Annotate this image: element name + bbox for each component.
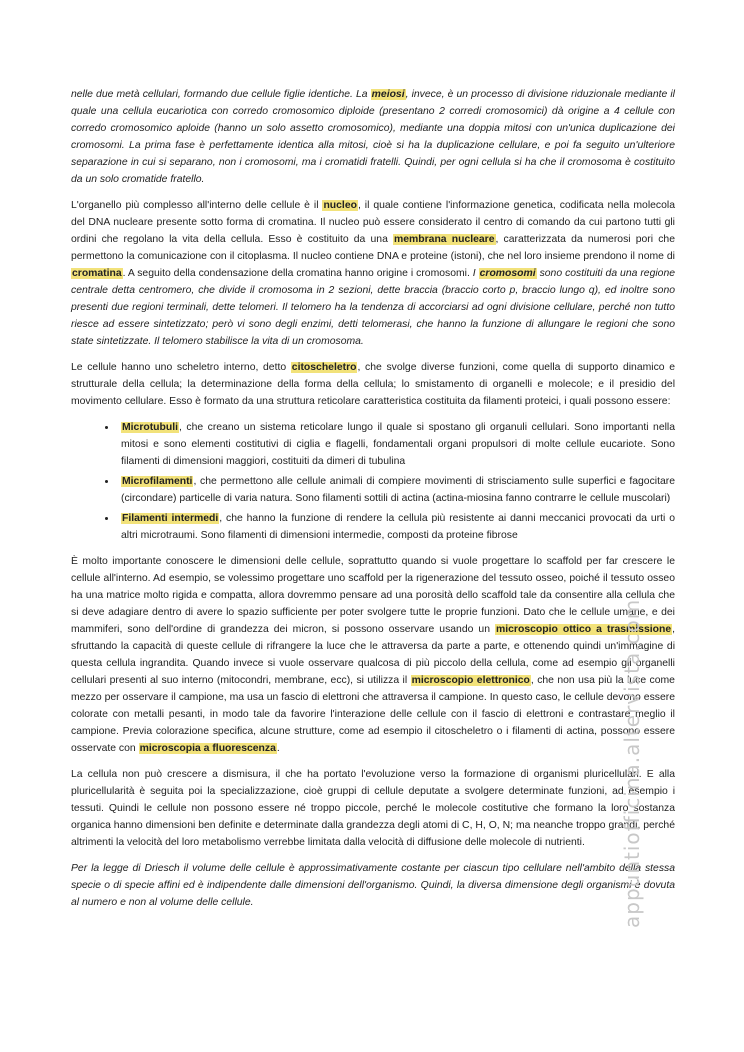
highlight-microscopia-fluorescenza: microscopia a fluorescenza	[139, 743, 276, 754]
paragraph-meiosi	[71, 86, 675, 188]
text-run: I	[472, 268, 479, 279]
highlight-microtubuli: Microtubuli	[122, 422, 178, 433]
highlight-microscopio-ottico: microscopio ottico a trasmissione	[496, 624, 672, 635]
highlight-meiosi: meiosi	[371, 89, 405, 100]
text-run: , che hanno la funzione di rendere la cellula più resistente ai danni meccanici provocati da urti o altri microtraumi. Sono filamenti di dimensioni intermedie, composti da proteine fibrose	[121, 513, 675, 541]
text-run: .	[276, 743, 280, 754]
highlight-microfilamenti: Microfilamenti	[122, 476, 193, 487]
text-run: sono costituiti da una regione centrale detta centromero, che divide il cromosoma in 2 sezioni, dette braccia (braccio corto p, braccio lungo q), ed inoltre sono presenti due regioni terminali, dette telomeri. Il telomero ha la tendenza di accorciarsi ad ogni divisione cellulare, perché non tutto riesce ad essere sintetizzato; però vi sono degli enzimi, detti telomerasi, che hanno la funzione di allungare le regioni che sono state sintetizzate. Il telomero stabilisce la vita di un cromosoma.	[71, 268, 675, 347]
document-page	[71, 86, 675, 920]
text-run: , invece, è un processo di divisione riduzionale mediante il quale una cellula eucariotica con corredo cromosomico diploide (presentano 2 corredi cromosomici) dà origine a 4 cellule con corredo cromosomico aploide (hanno un solo assetto cromosomico), mediante una doppia mitosi con un'unica duplicazione dei cromosomi. La prima fase è perfettamente identica alla mitosi, cioè si ha la duplicazione cellulare, e poi fa seguito un'ulteriore separazione in cui si separano, non i cromosomi, ma i cromatidi fratelli. Quindi, per ogni cellula si ha che il cromosoma è costituito da un solo cromatide fratello.	[71, 89, 675, 185]
filament-list	[71, 419, 675, 544]
highlight-cromatina: cromatina	[72, 268, 122, 279]
list-item	[117, 510, 675, 544]
text-run: Le cellule hanno uno scheletro interno, detto	[71, 362, 291, 373]
text-run: , che svolge diverse funzioni, come quella di supporto dinamico e strutturale della cellula; la determinazione della forma della cellula; lo smistamento di organelli e molecole; e il presidio del movimento cellulare. Esso è formato da una struttura reticolare caratteristica costituita da filamenti proteici, i quali possono essere:	[71, 362, 675, 407]
text-run: , che creano un sistema reticolare lungo il quale si spostano gli organuli cellulari. Sono importanti nella mitosi e sono elementi costitutivi di ciglia e flagelli, fondamentali organi propulsori di molte cellule eucariote. Sono filamenti di dimensioni maggiori, costituiti da dimeri di tubulina	[121, 422, 675, 467]
highlight-microscopio-elettronico: microscopio elettronico	[411, 675, 530, 686]
paragraph-pluricellularita: La cellula non può crescere a dismisura, il che ha portato l'evoluzione verso la formazione di organismi pluricellulari. E alla pluricellularità è seguita poi la specializzazione, cioè gruppi di cellule deputate a svolgere determinate funzioni, ad esempio i tessuti. Quindi le cellule non possono essere né troppo piccole, perché le molecole costitutive che formano la loro sostanza organica hanno dimensioni ben definite e determinate dalla grandezza degli atomi di C, H, O, N; ma neanche troppo grandi, perché altrimenti la velocità del loro metabolismo verrebbe limitata dalla velocità di diffusione delle molecole di nutrienti.	[71, 769, 675, 848]
highlight-cromosomi: cromosomi	[479, 268, 536, 279]
text-run: , che permettono alle cellule animali di compiere movimenti di strisciamento sulle superfici e fagocitare (circondare) particelle di varia natura. Sono filamenti sottili di actina (actina-miosina fanno contrarre le cellule muscolari)	[121, 476, 675, 504]
paragraph-legge-driesch: Per la legge di Driesch il volume delle cellule è approssimativamente costante per ciascun tipo cellulare nell'ambito della stessa specie o di specie affini ed è indipendente dalle dimensioni dell'organismo. Quindi, la diversa dimensione degli organismi è dovuta al numero e non al volume delle cellule.	[71, 863, 675, 908]
highlight-filamenti-intermedi: Filamenti intermedi	[122, 513, 219, 524]
paragraph-nucleo	[71, 197, 675, 350]
text-run: , caratterizzata da numerosi pori che permettono la comunicazione con il citoplasma. Il nucleo contiene DNA e proteine (istoni), che nel loro insieme prendono il nome di	[71, 234, 675, 262]
paragraph-citoscheletro	[71, 359, 675, 410]
highlight-citoscheletro: citoscheletro	[291, 362, 357, 373]
text-run: , il quale contiene l'informazione genetica, codificata nella molecola del DNA nucleare presente sotto forma di cromatina. Il nucleo può essere considerato il centro di comando da cui partono tutti gli ordini che regolano la vita della cellula. Esso è costituito da una	[71, 200, 675, 245]
watermark: appuntiofficina.altervista.com	[620, 598, 644, 928]
text-run: , che non usa più la luce come mezzo per osservare il campione, ma usa un fascio di elettroni che attraversa il campione. In questo caso, le cellule devono essere colorate con metalli pesanti, in modo tale da favorire l'interazione delle cellule con il fascio di elettroni e contrastare meglio il campione. Previa colorazione specifica, alcune strutture, come ad esempio il citoscheletro o i filamenti di actina, possono essere osservate con	[71, 675, 675, 754]
list-item	[117, 473, 675, 507]
text-run: , sfruttando la capacità di queste cellule di rifrangere la luce che le attraversa da parte a parte, e ottenendo quindi un'immagine di questa cellula ingrandita. Quando invece si vuole osservare qualcosa di più piccolo della cellula, come ad esempio gli organelli cellulari presenti al suo interno (mitocondri, membrane, ecc), si utilizza il	[71, 624, 675, 686]
highlight-membrana-nucleare: membrana nucleare	[394, 234, 495, 245]
list-item	[117, 419, 675, 470]
paragraph-microscopia	[71, 553, 675, 757]
text-run: nelle due metà cellulari, formando due cellule figlie identiche. La	[71, 89, 371, 100]
highlight-nucleo: nucleo	[323, 200, 357, 211]
text-run: È molto importante conoscere le dimensioni delle cellule, soprattutto quando si vuole progettare lo scaffold per far crescere le cellule all'interno. Ad esempio, se volessimo progettare uno scaffold per la rigenerazione del tessuto osseo, poiché il tessuto osseo ha una matrice molto rigida e compatta, allora dovremmo pensare ad una porosità dello scaffold tale da consentire alla cellula che si deve adagiare dentro di avere lo spazio sufficiente per poter svolgere tutte le proprie funzioni. Dato che le cellule umane, e dei mammiferi, sono dell'ordine di grandezza dei micron, si possono osservare usando un	[71, 556, 675, 635]
text-run: L'organello più complesso all'interno delle cellule è il	[71, 200, 323, 211]
text-run: . A seguito della condensazione della cromatina hanno origine i cromosomi.	[122, 268, 473, 279]
